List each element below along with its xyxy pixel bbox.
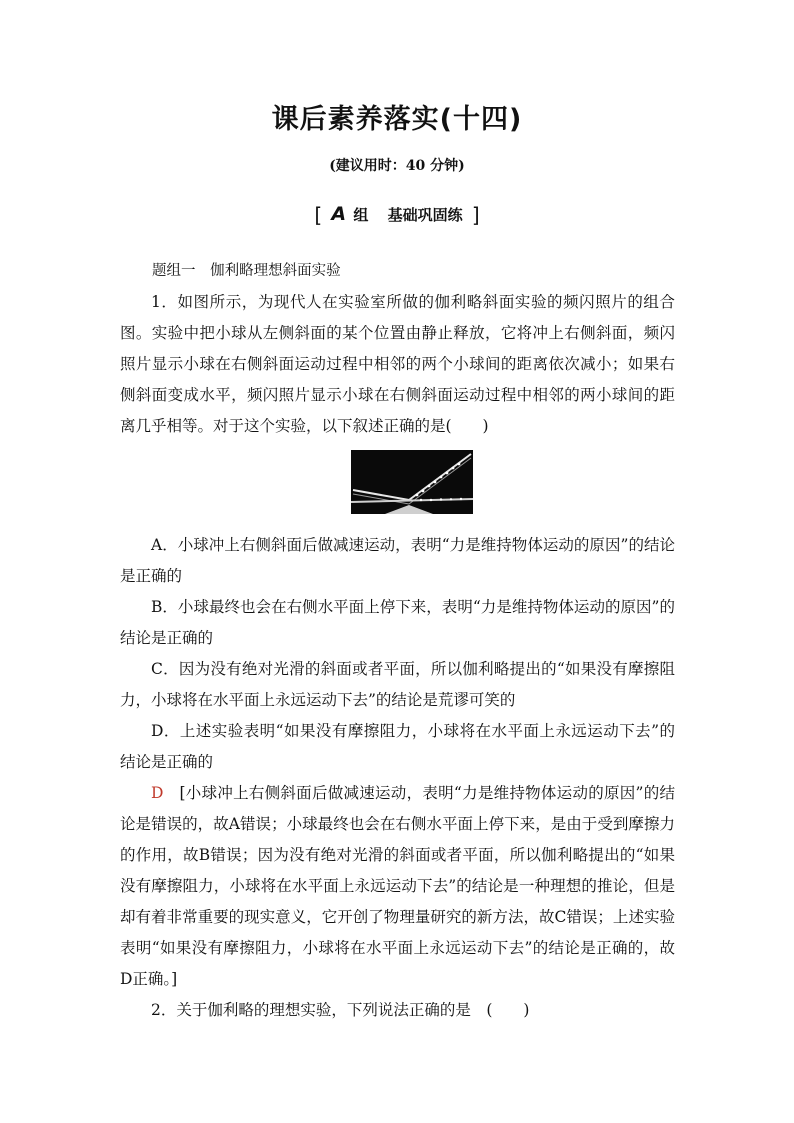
group-label: 组 bbox=[353, 206, 369, 224]
option-a: A．小球冲上右侧斜面后做减速运动，表明“力是维持物体运动的原因”的结论是正确的 bbox=[120, 536, 675, 585]
group-letter: A bbox=[331, 203, 347, 225]
suggested-time: (建议用时：40 分钟) bbox=[329, 158, 465, 174]
question-1-stem: 1．如图所示，为现代人在实验室所做的伽利略斜面实验的频闪照片的组合图。实验中把小球从左侧斜面的某个位置由静止释放，它将冲上右侧斜面，频闪照片显示小球在右侧斜面运动过程中相邻的两个小球间的距离依次减小；如果右侧斜面变成水平，频闪照片显示小球在右侧斜面运动过程中相邻的两小球间的距离几乎相等。对于这个实验，以下叙述正确的是( ) bbox=[120, 293, 675, 435]
page-title: 课后素养落实(十四) bbox=[271, 104, 523, 135]
answer-letter: D bbox=[151, 784, 164, 802]
option-b: B．小球最终也会在右侧水平面上停下来，表明“力是维持物体运动的原因”的结论是正确的 bbox=[120, 598, 675, 647]
strobe-photo-figure bbox=[120, 450, 675, 524]
question-2-stem: 2．关于伽利略的理想实验，下列说法正确的是 ( ) bbox=[151, 1001, 530, 1019]
topic-label: 题组一 bbox=[152, 263, 196, 279]
explanation-text: [小球冲上右侧斜面后做减速运动，表明“力是维持物体运动的原因”的结论是错误的，故A错误；小球最终也会在右侧水平面上停下来，是由于受到摩擦力的作用，故B错误；因为没有绝对光滑的斜面或者平面，所以伽利略提出的“如果没有摩擦阻力，小球将在水平面上永远运动下去”的结论是一种理想的推论，但是却有着非常重要的现实意义，它开创了物理量研究的新方法，故C错误；上述实验表明“如果没有摩擦阻力，小球将在水平面上永远运动下去”的结论是正确的，故D正确。] bbox=[120, 784, 675, 988]
answer-explanation bbox=[120, 778, 675, 995]
option-c: C．因为没有绝对光滑的斜面或者平面，所以伽利略提出的“如果没有摩擦阻力，小球将在水平面上永远运动下去”的结论是荒谬可笑的 bbox=[120, 660, 675, 709]
content bbox=[120, 256, 675, 1026]
topic-heading bbox=[120, 256, 675, 287]
incline-strobe-image bbox=[351, 450, 473, 514]
group-close-bracket: ] bbox=[471, 203, 480, 227]
option-d: D．上述实验表明“如果没有摩擦阻力，小球将在水平面上永远运动下去”的结论是正确的 bbox=[120, 722, 675, 771]
group-open-bracket: [ bbox=[314, 203, 323, 227]
group-header bbox=[0, 203, 794, 227]
topic-name: 伽利略理想斜面实验 bbox=[210, 263, 341, 279]
group-name: 基础巩固练 bbox=[387, 206, 463, 224]
